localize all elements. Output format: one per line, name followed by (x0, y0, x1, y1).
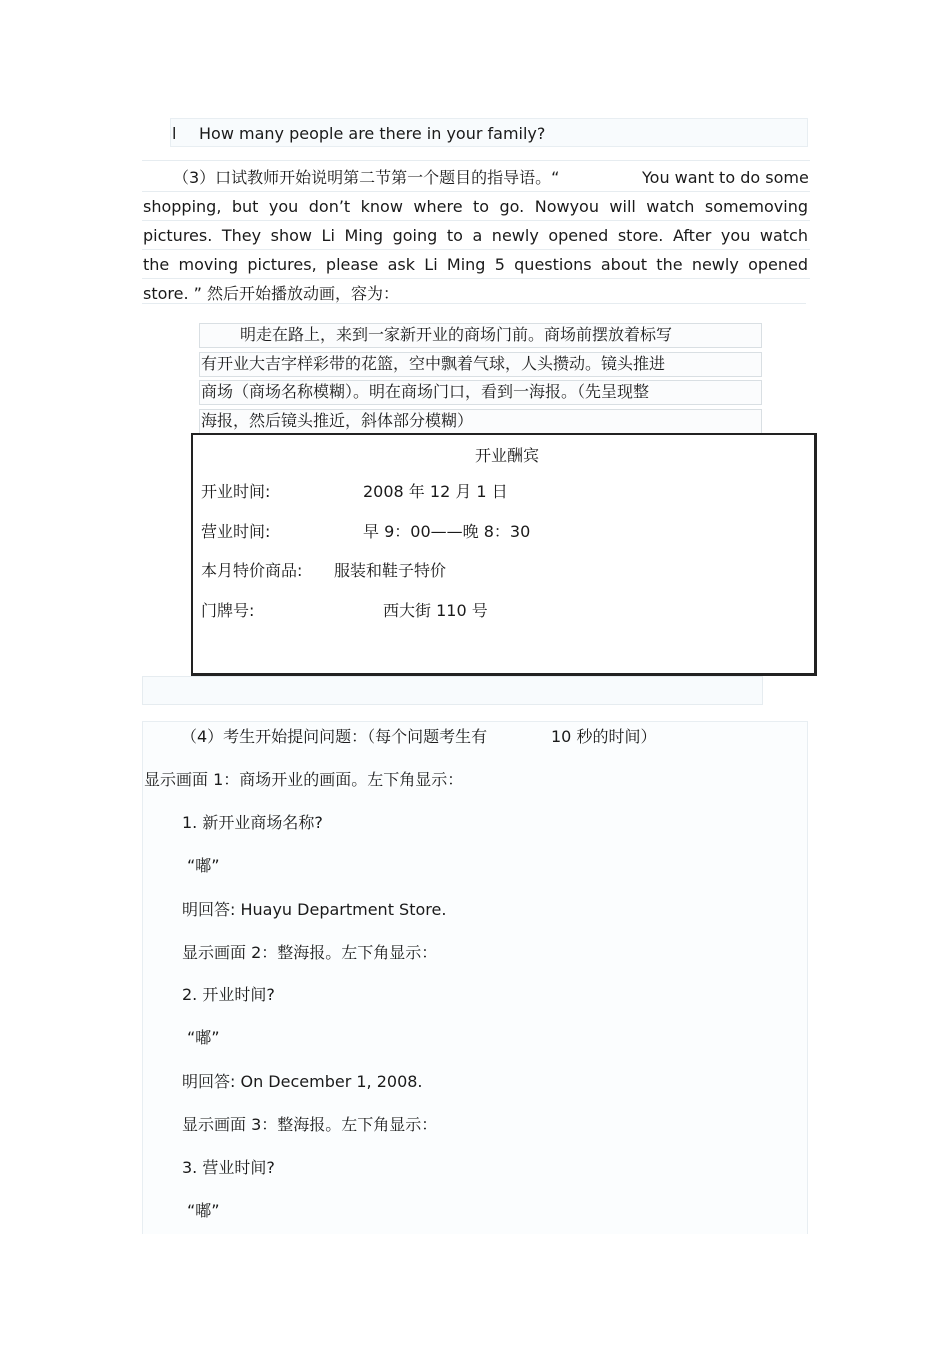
poster-value-special-offer: 服装和鞋子特价 (334, 561, 447, 580)
screen-1-text: 显示画面 1：商场开业的画面。左下角显示： (144, 770, 464, 789)
divider (142, 249, 810, 250)
question-1: 1. 新开业商场名称? (182, 813, 323, 832)
answer-2: 明回答: On December 1, 2008. (182, 1072, 423, 1091)
poster-label-address: 门牌号: (201, 601, 255, 620)
section3-line-4: the moving pictures, please ask Li Ming 5 questions about the newly opened (143, 255, 808, 274)
section4-heading-seconds: 10 秒的时间） (551, 727, 657, 746)
answer-1: 明回答: Huayu Department Store. (182, 900, 447, 919)
poster-value-opening-date: 2008 年 12 月 1 日 (363, 482, 508, 501)
section3-line-1 (143, 165, 811, 191)
divider (142, 303, 806, 304)
narration-line-2: 有开业大吉字样彩带的花篮，空中飘着气球，人头攒动。镜头推进 (201, 354, 666, 373)
poster-label-special-offer: 本月特价商品: (201, 561, 303, 580)
section3-line-2: shopping, but you don’t know where to go. Nowyou will watch somemoving (143, 197, 808, 216)
poster-title: 开业酬宾 (475, 446, 540, 465)
section4-heading: （4）考生开始提问问题：（每个问题考生有 (181, 727, 488, 746)
section3-line-5: store. ” 然后开始播放动画，容为： (143, 284, 400, 303)
section3-line-1-cn: （3）口试教师开始说明第二节第一个题目的指导语。“ (173, 168, 560, 187)
question-2: 2. 开业时间? (182, 985, 275, 1004)
narration-line-3: 商场（商场名称模糊）。明在商场门口，看到一海报。（先呈现整 (201, 382, 650, 401)
divider (142, 220, 810, 221)
beep-1: “嘟” (187, 856, 220, 875)
divider (142, 160, 810, 161)
divider (142, 191, 810, 192)
section3-line-3: pictures. They show Li Ming going to a newly opened store. After you watch (143, 226, 808, 245)
poster (191, 433, 817, 676)
screen-2-text: 显示画面 2：整海报。左下角显示： (182, 943, 438, 962)
poster-value-business-hours: 早 9：00——晚 8：30 (363, 522, 531, 541)
intro-question: How many people are there in your family? (199, 124, 546, 143)
poster-label-opening-date: 开业时间: (201, 482, 271, 501)
narration-line-1: 明走在路上，来到一家新开业的商场门前。商场前摆放着标写 (240, 325, 673, 344)
divider (142, 278, 810, 279)
list-marker: l (172, 124, 177, 143)
empty-box (142, 676, 763, 705)
poster-value-address: 西大街 110 号 (383, 601, 488, 620)
beep-2: “嘟” (187, 1028, 220, 1047)
screen-3-text: 显示画面 3：整海报。左下角显示： (182, 1115, 438, 1134)
poster-label-business-hours: 营业时间: (201, 522, 271, 541)
beep-3: “嘟” (187, 1201, 220, 1220)
narration-line-4: 海报，然后镜头推近，斜体部分模糊） (201, 411, 474, 430)
question-3: 3. 营业时间? (182, 1158, 275, 1177)
section3-line-1-en: You want to do some (642, 168, 809, 187)
